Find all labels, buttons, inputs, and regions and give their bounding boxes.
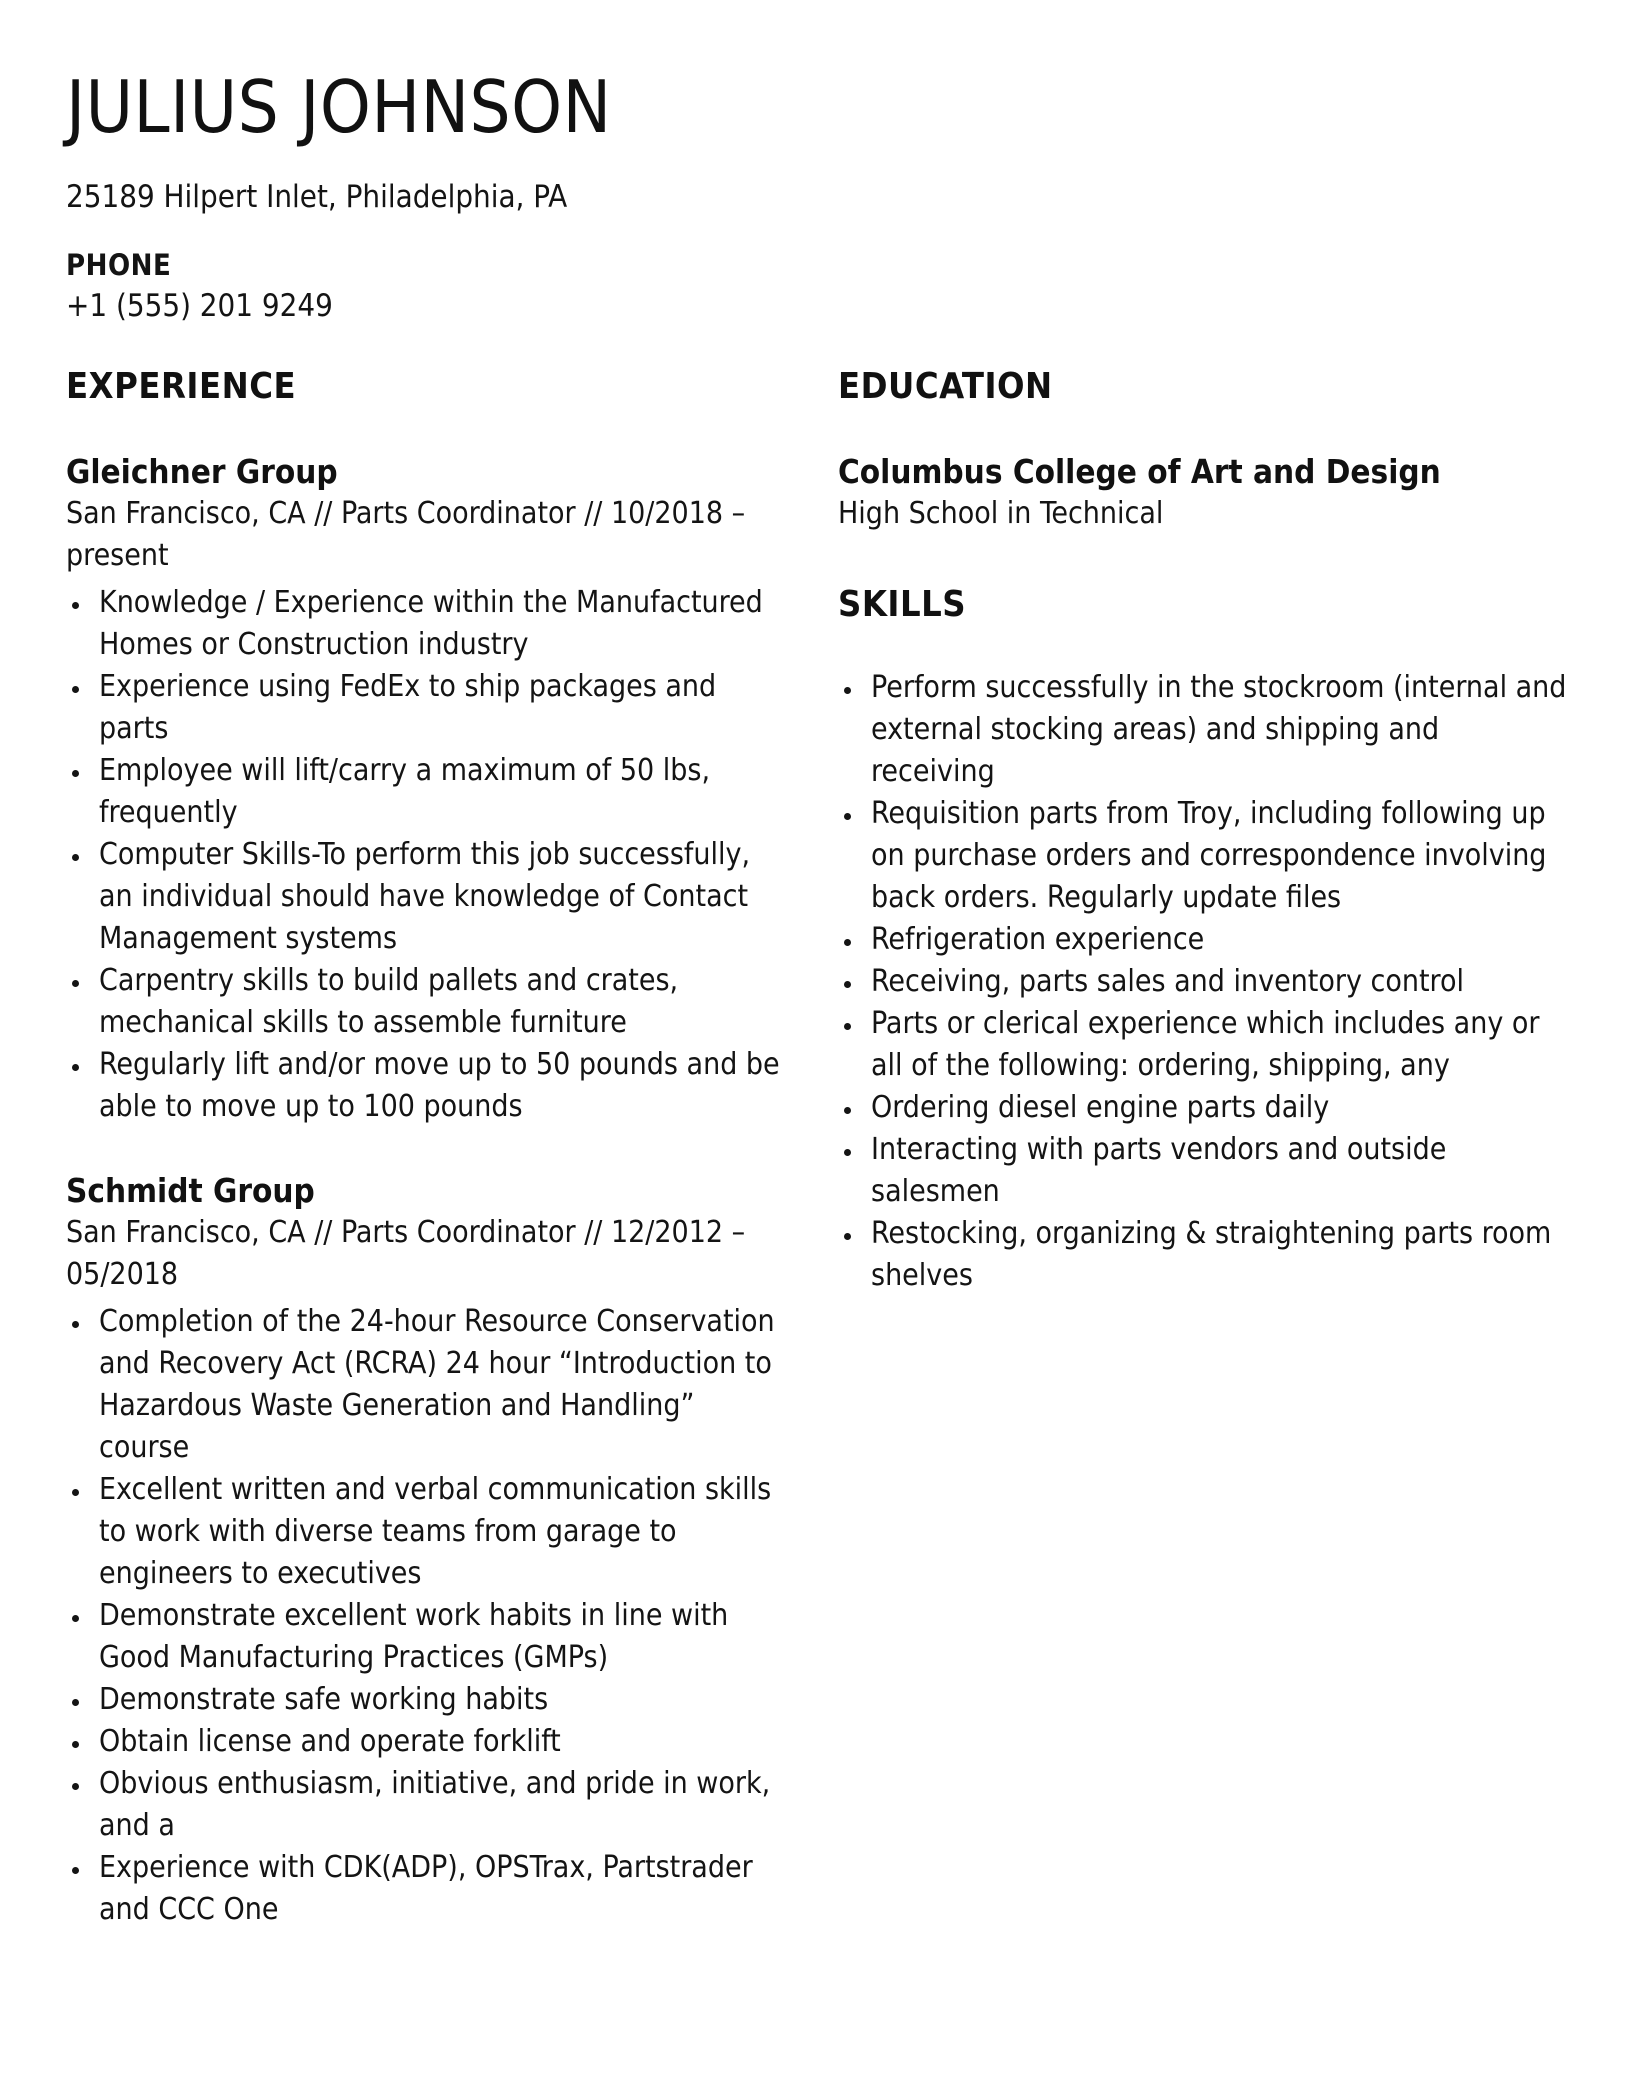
- job-bullet: • Demonstrate excellent work habits in line with Good Manufacturing Practices (GMPs): [93, 1595, 780, 1679]
- job-company: Gleichner Group: [66, 451, 338, 491]
- job-bullet-list: [66, 582, 780, 1128]
- job-bullet: • Demonstrate safe working habits: [93, 1679, 780, 1721]
- job-meta: San Francisco, CA // Parts Coordinator // 10/2018 – present: [66, 495, 746, 573]
- skills-heading: SKILLS: [838, 583, 967, 625]
- job-meta: San Francisco, CA // Parts Coordinator // 12/2012 – 05/2018: [66, 1214, 746, 1292]
- education-entry: [838, 451, 1570, 535]
- right-column: [838, 365, 1570, 1297]
- job-bullet: • Completion of the 24-hour Resource Conservation and Recovery Act (RCRA) 24 hour “Introduction to Hazardous Waste Generation and Handling” course: [93, 1301, 780, 1469]
- job-bullet: • Computer Skills-To perform this job successfully, an individual should have knowledge of Contact Management systems: [93, 834, 780, 960]
- phone-label: PHONE: [66, 247, 172, 282]
- job-gleichner-group: [66, 451, 780, 1128]
- skill-bullet: • Interacting with parts vendors and outside salesmen: [865, 1129, 1570, 1213]
- job-bullet: • Regularly lift and/or move up to 50 pounds and be able to move up to 100 pounds: [93, 1044, 780, 1128]
- skill-bullet: • Ordering diesel engine parts daily: [865, 1087, 1570, 1129]
- skill-bullet: • Restocking, organizing & straightening parts room shelves: [865, 1213, 1570, 1297]
- job-bullet: • Employee will lift/carry a maximum of 50 lbs, frequently: [93, 750, 780, 834]
- skills-section: [838, 583, 1570, 1297]
- resume-body: [66, 365, 1566, 1931]
- job-company: Schmidt Group: [66, 1170, 315, 1210]
- job-bullet: • Experience using FedEx to ship packages and parts: [93, 666, 780, 750]
- job-bullet: • Experience with CDK(ADP), OPSTrax, Partstrader and CCC One: [93, 1847, 780, 1931]
- job-schmidt-group: [66, 1170, 780, 1931]
- resume-header: [66, 65, 1566, 327]
- skill-bullet: • Requisition parts from Troy, including following up on purchase orders and correspondence involving back orders. Regularly update files: [865, 793, 1570, 919]
- school-name: Columbus College of Art and Design: [838, 451, 1441, 491]
- skill-bullet: • Perform successfully in the stockroom (internal and external stocking areas) and shipping and receiving: [865, 667, 1570, 793]
- skill-bullet: • Refrigeration experience: [865, 919, 1570, 961]
- phone-number: +1 (555) 201 9249: [66, 287, 333, 324]
- person-name: JULIUS JOHNSON: [66, 65, 612, 149]
- education-heading: EDUCATION: [838, 365, 1053, 407]
- job-bullet: • Obtain license and operate forklift: [93, 1721, 780, 1763]
- experience-section: [66, 365, 780, 1931]
- job-bullet: • Obvious enthusiasm, initiative, and pride in work, and a: [93, 1763, 780, 1847]
- skills-bullet-list: [838, 667, 1570, 1297]
- experience-heading: EXPERIENCE: [66, 365, 297, 407]
- skill-bullet: • Receiving, parts sales and inventory control: [865, 961, 1570, 1003]
- education-section: [838, 365, 1570, 535]
- degree-line: High School in Technical: [838, 495, 1164, 531]
- skill-bullet: • Parts or clerical experience which includes any or all of the following: ordering, shipping, any: [865, 1003, 1570, 1087]
- job-bullet: • Knowledge / Experience within the Manufactured Homes or Construction industry: [93, 582, 780, 666]
- job-bullet-list: [66, 1301, 780, 1931]
- address-line: 25189 Hilpert Inlet, Philadelphia, PA: [66, 178, 568, 215]
- job-bullet: • Carpentry skills to build pallets and crates, mechanical skills to assemble furniture: [93, 960, 780, 1044]
- job-bullet: • Excellent written and verbal communication skills to work with diverse teams from garage to engineers to executives: [93, 1469, 780, 1595]
